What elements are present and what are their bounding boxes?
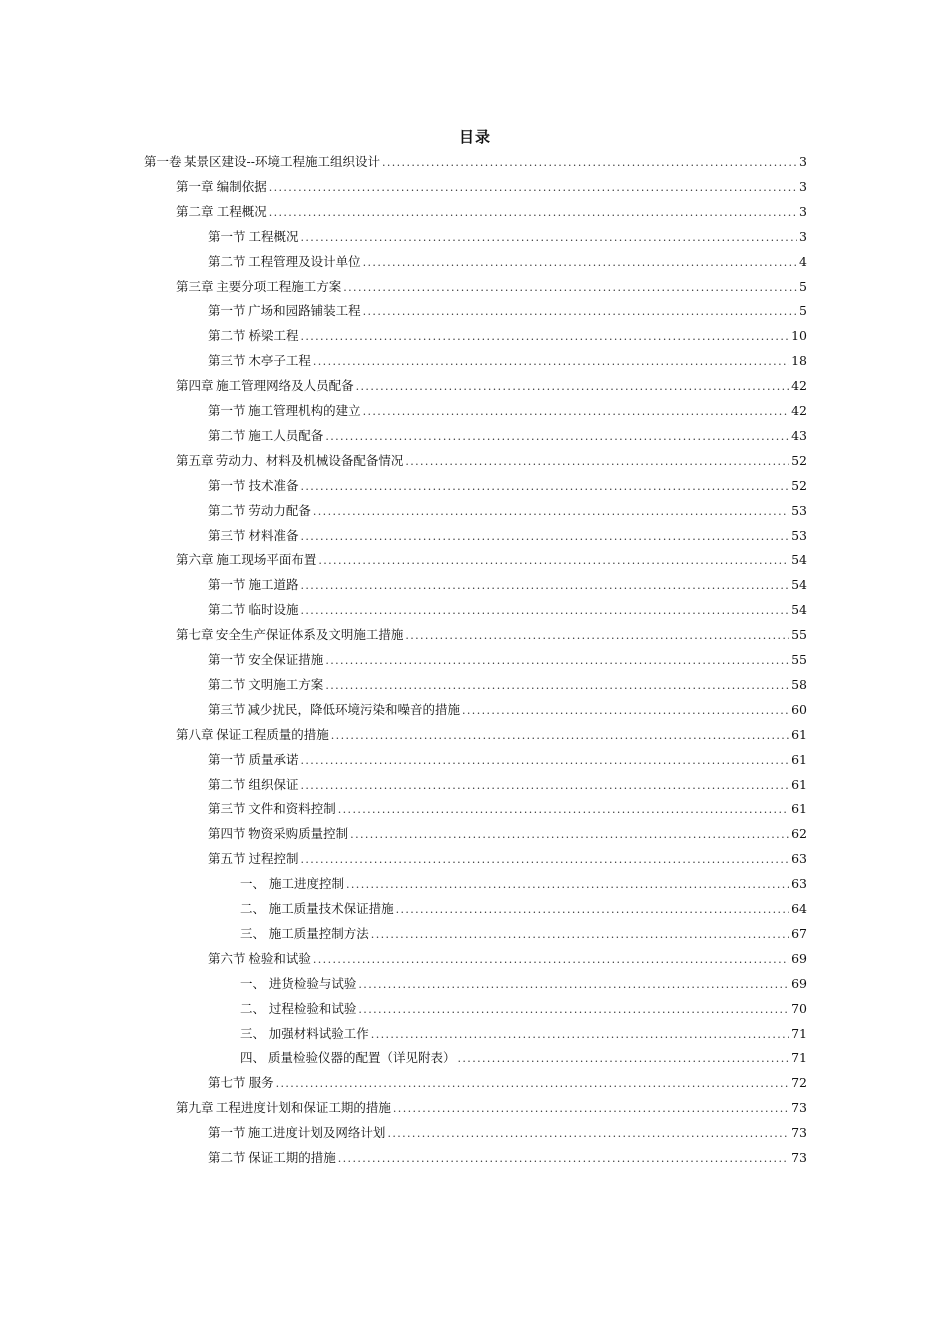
toc-entry-number: 第六章 <box>176 552 214 568</box>
toc-entry[interactable] <box>240 999 807 1019</box>
toc-entry-title: 临时设施 <box>248 602 299 618</box>
toc-entry-title: 主要分项工程施工方案 <box>216 278 342 294</box>
toc-entry[interactable] <box>208 326 807 346</box>
toc-entry-title: 施工进度控制 <box>269 876 345 892</box>
toc-entry-title: 服务 <box>248 1075 274 1091</box>
toc-entry-number: 第三节 <box>208 801 246 817</box>
toc-dot-leader <box>313 950 789 970</box>
toc-dot-leader <box>363 253 797 273</box>
toc-entry[interactable] <box>208 476 807 496</box>
toc-dot-leader <box>396 900 790 920</box>
toc-entry-title: 施工现场平面布置 <box>216 552 317 568</box>
toc-entry-page-number: 54 <box>791 577 807 593</box>
toc-entry-title: 过程控制 <box>248 851 299 867</box>
toc-entry-page-number: 63 <box>791 851 807 867</box>
toc-entry-title: 减少扰民，降低环境污染和噪音的措施 <box>247 701 460 717</box>
toc-entry-number: 第一节 <box>208 1125 246 1141</box>
toc-entry-number: 三、 <box>240 1025 266 1041</box>
toc-dot-leader <box>331 726 789 746</box>
toc-entry-page-number: 69 <box>791 950 807 966</box>
toc-entry[interactable] <box>144 152 807 172</box>
toc-entry-page-number: 61 <box>791 776 807 792</box>
toc-entry[interactable] <box>176 277 807 297</box>
toc-entry-number: 第一节 <box>208 228 246 244</box>
toc-entry-page-number: 3 <box>799 228 807 244</box>
toc-entry-title: 桥梁工程 <box>248 328 299 344</box>
toc-entry-title: 施工道路 <box>248 577 299 593</box>
toc-entry-page-number: 58 <box>791 676 807 692</box>
toc-entry-page-number: 55 <box>791 652 807 667</box>
toc-entry[interactable] <box>176 725 807 745</box>
toc-dot-leader <box>338 1149 789 1169</box>
toc-entry-page-number: 62 <box>791 826 807 842</box>
toc-dot-leader <box>356 377 789 397</box>
toc-dot-leader <box>325 651 789 671</box>
toc-entry-page-number: 5 <box>799 303 807 319</box>
toc-entry-page-number: 72 <box>791 1075 807 1091</box>
toc-entry-title: 施工管理机构的建立 <box>248 403 361 418</box>
toc-dot-leader <box>300 576 789 596</box>
toc-entry-number: 第二节 <box>208 502 246 518</box>
toc-entry-page-number: 61 <box>791 751 807 767</box>
toc-dot-leader <box>300 477 789 497</box>
toc-entry-number: 第三节 <box>208 527 246 543</box>
toc-dot-leader <box>276 1074 789 1094</box>
toc-entry-number: 第二节 <box>208 676 246 692</box>
toc-entry-number: 二、 <box>240 901 266 916</box>
toc-dot-leader <box>346 875 789 895</box>
toc-entry[interactable] <box>208 849 807 869</box>
toc-entry-number: 第一节 <box>208 303 246 319</box>
toc-entry-title: 广场和园路铺装工程 <box>248 303 361 319</box>
toc-entry-title: 组织保证 <box>248 776 299 792</box>
toc-entry[interactable] <box>208 526 807 546</box>
toc-entry-page-number: 63 <box>791 876 807 892</box>
toc-entry-page-number: 52 <box>791 452 807 468</box>
toc-entry[interactable] <box>208 750 807 770</box>
toc-entry[interactable] <box>208 600 807 620</box>
toc-entry-page-number: 73 <box>791 1150 807 1165</box>
toc-dot-leader <box>269 178 797 198</box>
toc-entry-number: 第一节 <box>208 652 246 667</box>
toc-title: 目录 <box>458 128 491 146</box>
toc-entry-number: 第一节 <box>208 751 246 767</box>
toc-entry[interactable] <box>208 1123 807 1143</box>
toc-entry-page-number: 71 <box>791 1025 807 1041</box>
toc-entry-title: 编制依据 <box>216 178 267 194</box>
toc-entry-page-number: 3 <box>799 178 807 194</box>
toc-entry-title: 材料准备 <box>248 527 299 543</box>
toc-entry-page-number: 64 <box>791 901 807 916</box>
toc-dot-leader <box>325 427 789 447</box>
toc-entry-title: 安全生产保证体系及文明施工措施 <box>215 627 404 643</box>
toc-entry[interactable] <box>240 974 807 994</box>
toc-dot-leader <box>343 278 797 298</box>
toc-entry[interactable] <box>176 550 807 570</box>
toc-entry[interactable] <box>208 501 807 521</box>
toc-dot-leader <box>458 1049 790 1069</box>
toc-entry[interactable] <box>208 252 807 272</box>
toc-entry-page-number: 69 <box>791 975 807 991</box>
toc-entry-number: 第三节 <box>208 353 246 369</box>
toc-entry-page-number: 67 <box>791 925 807 941</box>
toc-entry-number: 第九章 <box>176 1100 214 1116</box>
toc-entry-number: 第二节 <box>208 253 246 269</box>
toc-dot-leader <box>300 601 789 621</box>
toc-entry[interactable] <box>240 874 807 894</box>
toc-entry-title: 质量检验仪器的配置（详见附表） <box>268 1050 456 1066</box>
toc-dot-leader <box>300 327 789 347</box>
toc-entry-number: 第一章 <box>176 178 214 194</box>
toc-entry-title: 工程概况 <box>216 203 267 219</box>
toc-dot-leader <box>300 850 789 870</box>
toc-entry-page-number: 73 <box>791 1125 807 1141</box>
toc-entry-number: 第二节 <box>208 427 246 443</box>
toc-entry-page-number: 61 <box>791 801 807 817</box>
toc-entry[interactable] <box>176 376 807 396</box>
toc-entry-number: 第一卷 <box>144 154 182 169</box>
toc-entry[interactable] <box>208 227 807 247</box>
toc-entry[interactable] <box>176 625 807 645</box>
toc-entry[interactable] <box>240 924 807 944</box>
toc-entry-page-number: 61 <box>791 726 807 742</box>
toc-entry-title: 过程检验和试验 <box>268 1000 357 1016</box>
toc-entry-number: 第六节 <box>208 950 246 966</box>
toc-entry[interactable] <box>176 177 807 197</box>
toc-entry-number: 第八章 <box>176 726 214 742</box>
toc-entry[interactable] <box>208 824 807 844</box>
toc-entry[interactable] <box>176 1098 807 1118</box>
toc-entry-number: 第三章 <box>176 278 214 294</box>
toc-entry-title: 保证工期的措施 <box>248 1150 336 1165</box>
toc-entry-page-number: 18 <box>791 353 807 369</box>
toc-entry[interactable] <box>208 675 807 695</box>
toc-entry-page-number: 42 <box>791 378 807 394</box>
toc-dot-leader <box>363 302 797 322</box>
toc-entry-page-number: 70 <box>791 1000 807 1016</box>
toc-entry-page-number: 53 <box>791 527 807 543</box>
toc-entry-page-number: 10 <box>791 328 807 344</box>
toc-entry-number: 第一节 <box>208 403 246 418</box>
toc-entry[interactable] <box>208 401 807 421</box>
toc-entry-number: 一、 <box>240 876 266 892</box>
toc-entry-number: 三、 <box>240 925 266 941</box>
toc-dot-leader <box>313 352 789 372</box>
toc-entry-number: 二、 <box>240 1000 266 1016</box>
toc-entry-title: 文明施工方案 <box>248 676 324 692</box>
toc-entry[interactable] <box>208 351 807 371</box>
toc-entry[interactable] <box>208 650 807 670</box>
toc-entry-number: 第一节 <box>208 477 246 493</box>
toc-entry-page-number: 54 <box>791 552 807 568</box>
toc-entry[interactable] <box>176 451 807 471</box>
toc-entry-page-number: 60 <box>791 701 807 717</box>
toc-entry-number: 第二节 <box>208 328 246 344</box>
toc-entry-title: 施工进度计划及网络计划 <box>247 1125 386 1141</box>
toc-entry[interactable] <box>208 949 807 969</box>
toc-entry-number: 第二节 <box>208 602 246 618</box>
toc-entry[interactable] <box>208 1148 807 1168</box>
toc-entry-page-number: 55 <box>791 627 807 643</box>
toc-entry-title: 质量承诺 <box>248 751 299 767</box>
toc-entry[interactable] <box>240 1024 807 1044</box>
toc-entry[interactable] <box>208 426 807 446</box>
toc-dot-leader <box>405 452 789 472</box>
toc-dot-leader <box>358 1000 789 1020</box>
toc-entry-title: 某景区建设--环境工程施工组织设计 <box>184 154 380 169</box>
toc-entry-page-number: 42 <box>791 403 807 418</box>
toc-dot-leader <box>325 676 789 696</box>
toc-entry-number: 第七章 <box>176 627 214 643</box>
toc-entry-page-number: 3 <box>799 203 807 219</box>
toc-entry[interactable] <box>208 575 807 595</box>
toc-dot-leader <box>393 1099 789 1119</box>
toc-dot-leader <box>405 626 789 646</box>
toc-entry-title: 工程管理及设计单位 <box>248 253 361 269</box>
toc-entry-number: 第二节 <box>208 1150 246 1165</box>
toc-dot-leader <box>387 1124 789 1144</box>
toc-entry[interactable] <box>208 799 807 819</box>
toc-dot-leader <box>300 527 789 547</box>
toc-dot-leader <box>382 153 797 173</box>
toc-dot-leader <box>371 1025 789 1045</box>
toc-entry-page-number: 54 <box>791 602 807 618</box>
toc-entry-number: 第四章 <box>176 378 214 394</box>
toc-dot-leader <box>318 551 789 571</box>
toc-dot-leader <box>363 402 790 422</box>
toc-dot-leader <box>269 203 797 223</box>
toc-entry-page-number: 4 <box>799 253 807 269</box>
toc-entry-number: 第四节 <box>208 826 246 842</box>
toc-dot-leader <box>300 751 789 771</box>
toc-dot-leader <box>338 800 789 820</box>
toc-entry-title: 施工管理网络及人员配备 <box>216 378 354 394</box>
toc-entry-title: 安全保证措施 <box>248 652 324 667</box>
toc-entry[interactable] <box>208 775 807 795</box>
toc-entry-title: 施工质量控制方法 <box>268 925 369 941</box>
toc-entry-number: 一、 <box>240 975 266 991</box>
toc-entry-title: 文件和资料控制 <box>248 801 336 817</box>
toc-entry-number: 第五节 <box>208 851 246 867</box>
toc-dot-leader <box>350 825 789 845</box>
toc-entry-title: 检验和试验 <box>248 950 311 966</box>
toc-dot-leader <box>462 701 789 721</box>
toc-entry-page-number: 53 <box>791 502 807 518</box>
toc-entry-page-number: 5 <box>799 278 807 294</box>
toc-entry[interactable] <box>240 1048 807 1068</box>
toc-entry-title: 保证工程质量的措施 <box>216 726 329 742</box>
toc-entry-number: 第三节 <box>208 701 246 717</box>
toc-dot-leader <box>300 776 789 796</box>
toc-entry-number: 四、 <box>240 1050 266 1066</box>
toc-entry-title: 工程进度计划和保证工期的措施 <box>215 1100 391 1116</box>
toc-entry-title: 施工人员配备 <box>248 427 324 443</box>
toc-entry-page-number: 71 <box>791 1050 807 1066</box>
toc-entry-title: 进货检验与试验 <box>268 975 357 991</box>
toc-dot-leader <box>301 228 798 248</box>
toc-entry-title: 加强材料试验工作 <box>268 1025 369 1041</box>
toc-dot-leader <box>371 925 789 945</box>
toc-entry[interactable] <box>208 700 807 720</box>
toc-entry-page-number: 43 <box>791 427 807 443</box>
toc-entry-title: 劳动力配备 <box>248 502 311 518</box>
toc-entry-title: 物资采购质量控制 <box>248 826 349 842</box>
toc-entry-title: 施工质量技术保证措施 <box>268 901 394 916</box>
toc-entry-number: 第七节 <box>208 1075 246 1091</box>
toc-dot-leader <box>313 502 789 522</box>
toc-entry-page-number: 3 <box>799 154 807 169</box>
toc-entry-number: 第二节 <box>208 776 246 792</box>
toc-entry[interactable] <box>208 301 807 321</box>
toc-entry-number: 第二章 <box>176 203 214 219</box>
toc-entry-page-number: 73 <box>791 1100 807 1116</box>
toc-entry-title: 木亭子工程 <box>248 353 311 369</box>
toc-entry[interactable] <box>240 899 807 919</box>
toc-entry-page-number: 52 <box>791 477 807 493</box>
toc-entry-title: 劳动力、材料及机械设备配备情况 <box>215 452 404 468</box>
toc-entry-title: 工程概况 <box>248 228 299 244</box>
toc-dot-leader <box>358 975 789 995</box>
toc-entry[interactable] <box>208 1073 807 1093</box>
toc-entry-number: 第一节 <box>208 577 246 593</box>
toc-entry-title: 技术准备 <box>248 477 299 493</box>
toc-entry[interactable] <box>176 202 807 222</box>
toc-entry-number: 第五章 <box>176 452 214 468</box>
